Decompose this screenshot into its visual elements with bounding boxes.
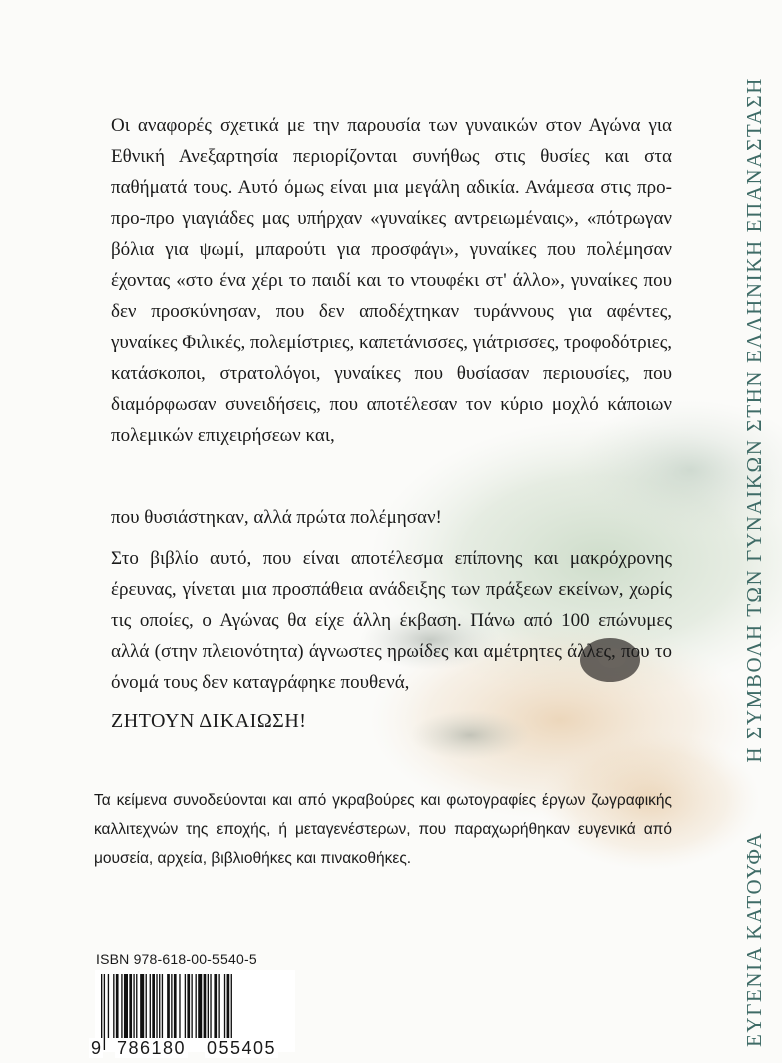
claim-heading <box>111 706 672 737</box>
isbn-label: ISBN 978-618-00-5540-5 <box>96 951 257 967</box>
credits-paragraph: Τα κείμενα συνοδεύονται και από γκραβούρες και φωτογραφίες έργων ζωγραφικής καλλιτεχνών της εποχής, ή μεταγενέστερων, που παραχωρήθηκαν ευγενικά από μουσεία, αρχεία, βιβλιοθήκες και πινακοθήκες. <box>94 792 672 867</box>
book-description-paragraph <box>111 543 672 698</box>
barcode-left-group: 786180 <box>117 1038 187 1058</box>
barcode-digits <box>91 1038 295 1060</box>
book-description-text: Στο βιβλίο αυτό, που είναι αποτέλεσμα επίπονης και μακρόχρονης έρευνας, γίνεται μια προσπάθεια ανάδειξης των πράξεων εκείνων, χωρίς τις οποίες, ο Αγώνας θα είχε άλλη έκβαση. Πάνω από 100 επώνυμες αλλά (στην πλειονότητα) άγνωστες ηρωίδες και αμέτρητες άλλες, που το όνομά τους δεν καταγράφηκε πουθενά, <box>111 548 672 693</box>
barcode-right-group: 055405 <box>207 1038 277 1058</box>
spine-title: Η ΣΥΜΒΟΛΗ ΤΩΝ ΓΥΝΑΙΚΩΝ ΣΤΗΝ ΕΛΛΗΝΙΚΗ ΕΠΑΝΑΣΤΑΣΗ <box>741 77 766 763</box>
barcode-lead-digit: 9 <box>91 1038 102 1058</box>
claim-text: ΖΗΤΟΥΝ ΔΙΚΑΙΩΣΗ! <box>111 710 307 732</box>
spine-author: ΕΥΓΕΝΙΑ ΚΑΤΟΥΦΑ <box>741 831 766 1047</box>
emphasis-text: που θυσιάστηκαν, αλλά πρώτα πολέμησαν! <box>111 507 442 528</box>
emphasis-paragraph <box>111 502 672 533</box>
intro-paragraph <box>111 110 672 451</box>
intro-text: Οι αναφορές σχετικά με την παρουσία των γυναικών στον Αγώνα για Εθνική Ανεξαρτησία περιορίζονται συνήθως στις θυσίες και στα παθήματά τους. Αυτό όμως είναι μια μεγάλη αδικία. Ανάμεσα στις προ-προ-προ γιαγιάδες μας υπήρχαν «γυναίκες αντρειωμέναις», «πότρωγαν βόλια για ψωμί, μπαρούτι για προσφάγι», γυναίκες που πολέμησαν έχοντας «στο ένα χέρι το παιδί και το ντουφέκι στ' άλλο», γυναίκες που δεν προσκύνησαν, που δεν αποδέχτηκαν τυράννους για αφέντες, γυναίκες Φιλικές, πολεμίστριες, καπετάνισσες, γιάτρισσες, τροφοδότριες, κατάσκοποι, στρατολόγοι, γυναίκες που θυσίασαν περιουσίες, που διαμόρφωσαν συνειδήσεις, που αποτέλεσαν τον κύριο μοχλό κάποιων πολεμικών επιχειρήσεων και, <box>111 115 672 446</box>
spine-text <box>732 77 776 1047</box>
